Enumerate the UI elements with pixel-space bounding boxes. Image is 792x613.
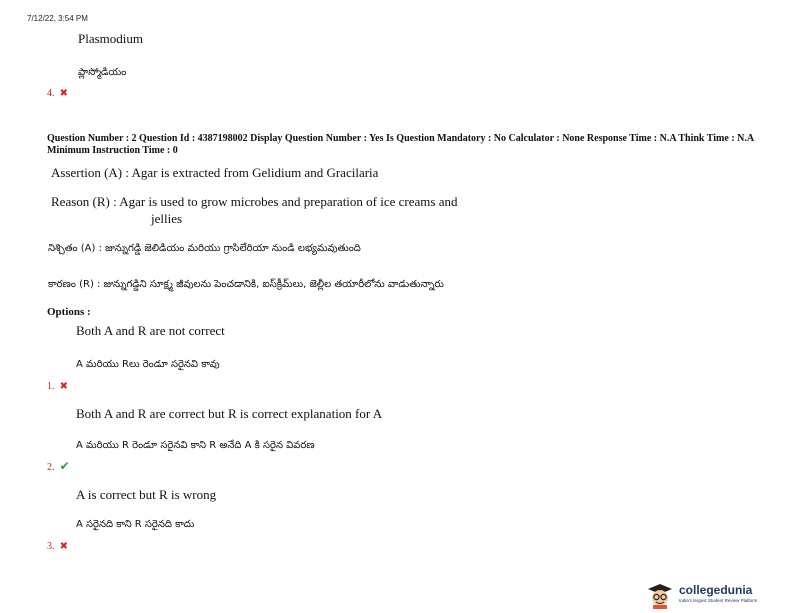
logo-name: collegedunia (679, 583, 753, 597)
option-english: Both A and R are correct but R is correct explanation for A (76, 406, 383, 421)
option-marker (47, 374, 68, 393)
reason-text-line2: jellies (151, 211, 183, 226)
reason-telugu: కారణం (R) : జున్నుగడ్డిని సూక్ష్మ జీవులను పెంచడానికి, ఐస్‌క్రీమ్‌లు, జెల్లీల తయారీలోను వాడుతున్నారు (48, 279, 444, 290)
option-number: 1. (47, 381, 55, 392)
option-marker (47, 455, 70, 474)
options-label: Options : (47, 306, 91, 318)
option-telugu: A సరైనది కాని R సరైనది కాదు (76, 519, 195, 530)
print-timestamp: 7/12/22, 3:54 PM (27, 14, 88, 23)
option-number: 3. (47, 541, 55, 552)
assertion-telugu: నిశ్చితం (A) : జున్నుగడ్డి జెలిడియం మరియు గ్రాసిలేరియా నుండి లభ్యమవుతుంది (48, 243, 361, 254)
option-telugu: A మరియు Rలు రెండూ సరైనవి కావు (76, 359, 220, 370)
cross-icon: ✖ (59, 541, 68, 552)
prev-option-marker (47, 81, 68, 100)
prev-option-english: Plasmodium (78, 31, 144, 46)
option-telugu: A మరియు R రెండూ సరైనవి కాని R అనేది A కి సరైన వివరణ (76, 440, 315, 451)
option-english: A is correct but R is wrong (76, 487, 217, 502)
reason-text-line1: Reason (R) : Agar is used to grow microbes and preparation of ice creams and (51, 194, 458, 209)
logo-tagline: India's largest Student Review Platform (679, 598, 758, 603)
option-english: Both A and R are not correct (76, 323, 225, 338)
cross-icon: ✖ (59, 88, 68, 99)
assertion-text: Assertion (A) : Agar is extracted from Gelidium and Gracilaria (51, 165, 379, 180)
option-number: 2. (47, 462, 55, 473)
option-number: 4. (47, 88, 55, 99)
collegedunia-logo (645, 581, 790, 609)
question-meta: Question Number : 2 Question Id : 4387198002 Display Question Number : Yes Is Question Mandatory : No Calculator : None Response Time : N.A Think Time : N.A Minimum Instruction Time : 0 (47, 133, 754, 156)
prev-option-telugu: ప్లాస్మోడియం (78, 67, 127, 78)
mascot-icon (645, 581, 675, 609)
cross-icon: ✖ (59, 381, 68, 392)
option-marker (47, 534, 68, 553)
check-icon: ✔ (59, 459, 70, 473)
